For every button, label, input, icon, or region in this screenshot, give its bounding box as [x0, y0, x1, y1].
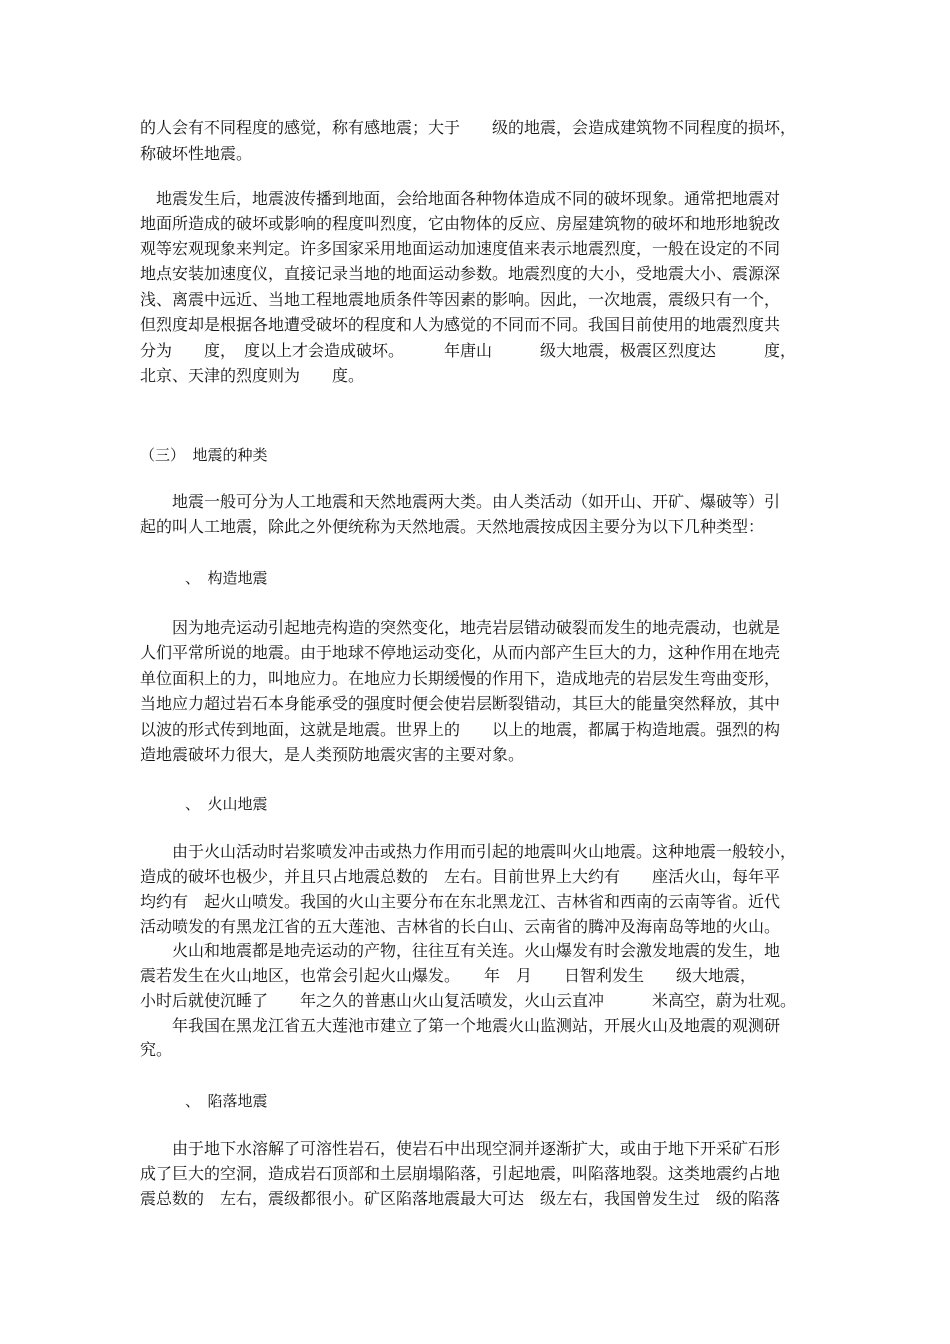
text-line: 单位面积上的力，叫地应力。在地应力长期缓慢的作用下，造成地壳的岩层发生弯曲变形，	[140, 669, 781, 688]
subsection-heading: 、 构造地震	[140, 569, 268, 587]
text-line: 究。	[140, 1040, 173, 1059]
text-line: 浅、离震中远近、当地工程地震地质条件等因素的影响。因此，一次地震，震级只有一个，	[140, 290, 781, 309]
text-line: 小时后就使沉睡了 年之久的普惠山火山复活喷发，火山云直冲 米高空，蔚为壮观。	[140, 991, 797, 1010]
text-line: 造成的破坏也极少，并且只占地震总数的 左右。目前世界上大约有 座活火山，每年平	[140, 867, 781, 886]
text-line: 造地震破坏力很大，是人类预防地震灾害的主要对象。	[140, 745, 525, 764]
text-line: 北京、天津的烈度则为 度。	[140, 366, 365, 385]
text-line: 火山和地震都是地壳运动的产物，往往互有关连。火山爆发有时会激发地震的发生，地	[140, 941, 781, 960]
subsection-heading: 、 火山地震	[140, 795, 268, 813]
text-line: 分为 度， 度以上才会造成破坏。 年唐山 级大地震，极震区烈度达 度，	[140, 341, 797, 360]
text-line: 观等宏观现象来判定。许多国家采用地面运动加速度值来表示地震烈度，一般在设定的不同	[140, 239, 781, 258]
text-line: 成了巨大的空洞，造成岩石顶部和土层崩塌陷落，引起地震，叫陷落地裂。这类地震约占地	[140, 1164, 781, 1183]
text-line: 由于火山活动时岩浆喷发冲击或热力作用而引起的地震叫火山地震。这种地震一般较小，	[140, 842, 797, 861]
text-line: 当地应力超过岩石本身能承受的强度时便会使岩层断裂错动，其巨大的能量突然释放，其中	[140, 694, 781, 713]
text-line: 地震一般可分为人工地震和天然地震两大类。由人类活动（如开山、开矿、爆破等）引	[140, 492, 781, 511]
text-line: 地面所造成的破坏或影响的程度叫烈度，它由物体的反应、房屋建筑物的破坏和地形地貌改	[140, 214, 781, 233]
text-line: 称破坏性地震。	[140, 144, 253, 163]
text-line: 活动喷发的有黑龙江省的五大莲池、吉林省的长白山、云南省的腾冲及海南岛等地的火山。	[140, 917, 781, 936]
text-line: 起的叫人工地震，除此之外便统称为天然地震。天然地震按成因主要分为以下几种类型：	[140, 517, 765, 536]
text-line: 但烈度却是根据各地遭受破坏的程度和人为感觉的不同而不同。我国目前使用的地震烈度共	[140, 315, 781, 334]
text-line: 震总数的 左右，震级都很小。矿区陷落地震最大可达 级左右，我国曾发生过 级的陷落	[140, 1189, 781, 1208]
text-line: 地震发生后，地震波传播到地面，会给地面各种物体造成不同的破坏现象。通常把地震对	[140, 189, 781, 208]
text-line: 人们平常所说的地震。由于地球不停地运动变化，从而内部产生巨大的力，这种作用在地壳	[140, 643, 781, 662]
text-line: 均约有 起火山喷发。我国的火山主要分布在东北黑龙江、吉林省和西南的云南等省。近代	[140, 892, 781, 911]
text-line: 震若发生在火山地区，也常会引起火山爆发。 年 月 日智利发生 级大地震，	[140, 966, 757, 985]
text-line: 的人会有不同程度的感觉，称有感地震；大于 级的地震，会造成建筑物不同程度的损坏，	[140, 118, 797, 137]
text-line: 由于地下水溶解了可溶性岩石，使岩石中出现空洞并逐渐扩大，或由于地下开采矿石形	[140, 1139, 781, 1158]
text-line: 年我国在黑龙江省五大莲池市建立了第一个地震火山监测站，开展火山及地震的观测研	[140, 1016, 781, 1035]
subsection-heading: 、 陷落地震	[140, 1092, 268, 1110]
text-line: 以波的形式传到地面，这就是地震。世界上的 以上的地震，都属于构造地震。强烈的构	[140, 720, 781, 739]
section-heading: （三） 地震的种类	[140, 446, 268, 464]
text-line: 地点安装加速度仪，直接记录当地的地面运动参数。地震烈度的大小，受地震大小、震源深	[140, 264, 781, 283]
text-line: 因为地壳运动引起地壳构造的突然变化，地壳岩层错动破裂而发生的地壳震动，也就是	[140, 618, 781, 637]
